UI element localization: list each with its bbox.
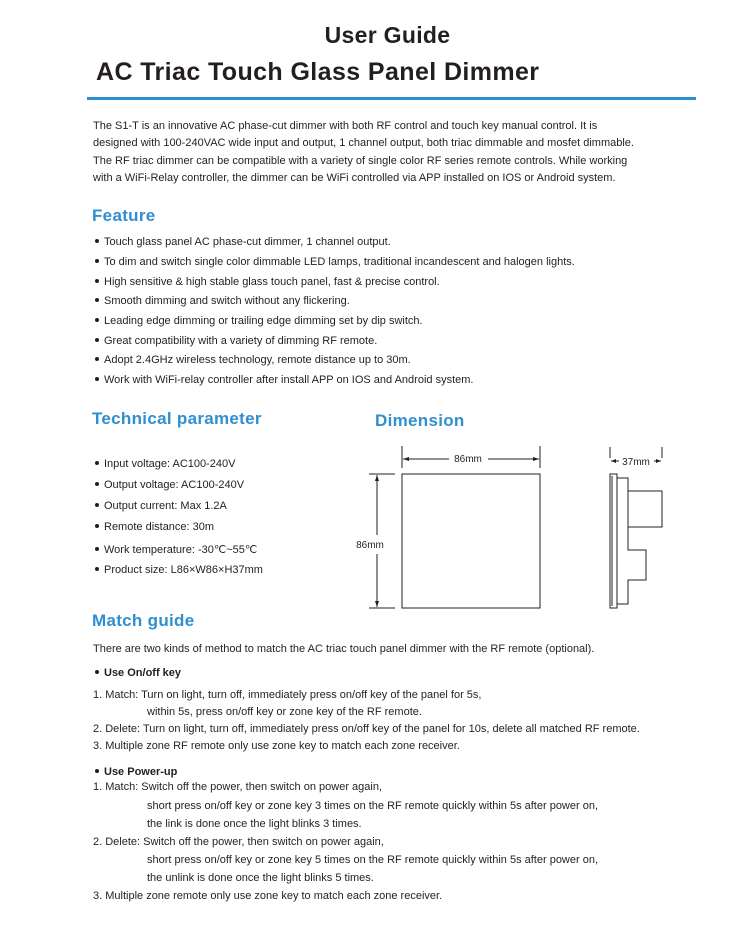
bullet-icon xyxy=(95,670,99,674)
powerup-step-cont: the unlink is done once the light blinks 5 times. xyxy=(147,872,374,884)
powerup-step: 2. Delete: Switch off the power, then switch on power again, xyxy=(93,836,384,848)
intro-line: The RF triac dimmer can be compatible with a variety of single color RF series remote controls. While working xyxy=(93,154,628,167)
feature-heading: Feature xyxy=(92,206,156,225)
technical-item: Product size: L86×W86×H37mm xyxy=(95,564,263,576)
intro-line: The S1-T is an innovative AC phase-cut dimmer with both RF control and touch key manual control. It is xyxy=(93,120,598,132)
powerup-step-cont: short press on/off key or zone key 5 times on the RF remote quickly within 5s after power on, xyxy=(147,854,599,866)
width-label: 86mm xyxy=(454,454,482,465)
onoff-step: 1. Match: Turn on light, turn off, immediately press on/off key of the panel for 5s, xyxy=(93,689,482,701)
depth-label: 37mm xyxy=(622,457,650,468)
arrow-icon xyxy=(375,475,379,481)
onoff-step-cont: within 5s, press on/off key or zone key of the RF remote. xyxy=(147,706,422,718)
technical-item: Work temperature: -30℃~55℃ xyxy=(95,543,257,556)
match-intro: There are two kinds of method to match the AC triac touch panel dimmer with the RF remote (optional). xyxy=(93,643,595,655)
intro-line: designed with 100-240VAC wide input and output, 1 channel output, both triac dimmable and mosfet dimmable. xyxy=(93,137,634,150)
onoff-heading: Use On/off key xyxy=(95,667,181,679)
powerup-heading: Use Power-up xyxy=(95,766,177,778)
technical-item: Remote distance: 30m xyxy=(95,521,214,533)
product-title: AC Triac Touch Glass Panel Dimmer xyxy=(96,58,540,86)
arrow-icon xyxy=(611,459,616,463)
feature-item: Touch glass panel AC phase-cut dimmer, 1 channel output. xyxy=(95,236,391,248)
match-heading: Match guide xyxy=(92,611,195,630)
arrow-icon xyxy=(533,457,539,461)
onoff-step: 2. Delete: Turn on light, turn off, immediately press on/off key of the panel for 10s, delete all matched RF remote. xyxy=(93,723,640,735)
panel-front-outline xyxy=(402,474,540,608)
height-label: 86mm xyxy=(356,540,384,551)
bullet-icon xyxy=(95,769,99,773)
feature-item: Work with WiFi-relay controller after install APP on IOS and Android system. xyxy=(95,374,473,386)
feature-item: Smooth dimming and switch without any flickering. xyxy=(95,295,350,307)
feature-item: Leading edge dimming or trailing edge dimming set by dip switch. xyxy=(95,315,423,327)
feature-item: Adopt 2.4GHz wireless technology, remote distance up to 30m. xyxy=(95,354,411,366)
side-body-profile xyxy=(617,478,662,604)
side-glass-plate xyxy=(610,474,617,608)
arrow-icon xyxy=(403,457,409,461)
feature-item: Great compatibility with a variety of dimming RF remote. xyxy=(95,335,377,347)
intro-line: with a WiFi-Relay controller, the dimmer can be WiFi controlled via APP installed on IOS or Android system. xyxy=(93,171,616,184)
powerup-step: 3. Multiple zone remote only use zone key to match each zone receiver. xyxy=(93,890,443,902)
technical-item: Output voltage: AC100-240V xyxy=(95,479,244,491)
feature-item: High sensitive & high stable glass touch panel, fast & precise control. xyxy=(95,276,440,288)
dimension-heading: Dimension xyxy=(375,411,465,430)
technical-item: Input voltage: AC100-240V xyxy=(95,458,235,470)
technical-item: Output current: Max 1.2A xyxy=(95,500,227,512)
technical-heading: Technical parameter xyxy=(92,409,262,428)
guide-title: User Guide xyxy=(324,22,451,48)
feature-item: To dim and switch single color dimmable LED lamps, traditional incandescent and halogen lights. xyxy=(95,256,575,268)
arrow-icon xyxy=(656,459,661,463)
powerup-step-cont: short press on/off key or zone key 3 times on the RF remote quickly within 5s after power on, xyxy=(147,800,599,812)
onoff-step: 3. Multiple zone RF remote only use zone key to match each zone receiver. xyxy=(93,740,460,752)
powerup-step-cont: the link is done once the light blinks 3 times. xyxy=(147,818,362,830)
powerup-step: 1. Match: Switch off the power, then switch on power again, xyxy=(93,781,383,793)
arrow-icon xyxy=(375,601,379,607)
